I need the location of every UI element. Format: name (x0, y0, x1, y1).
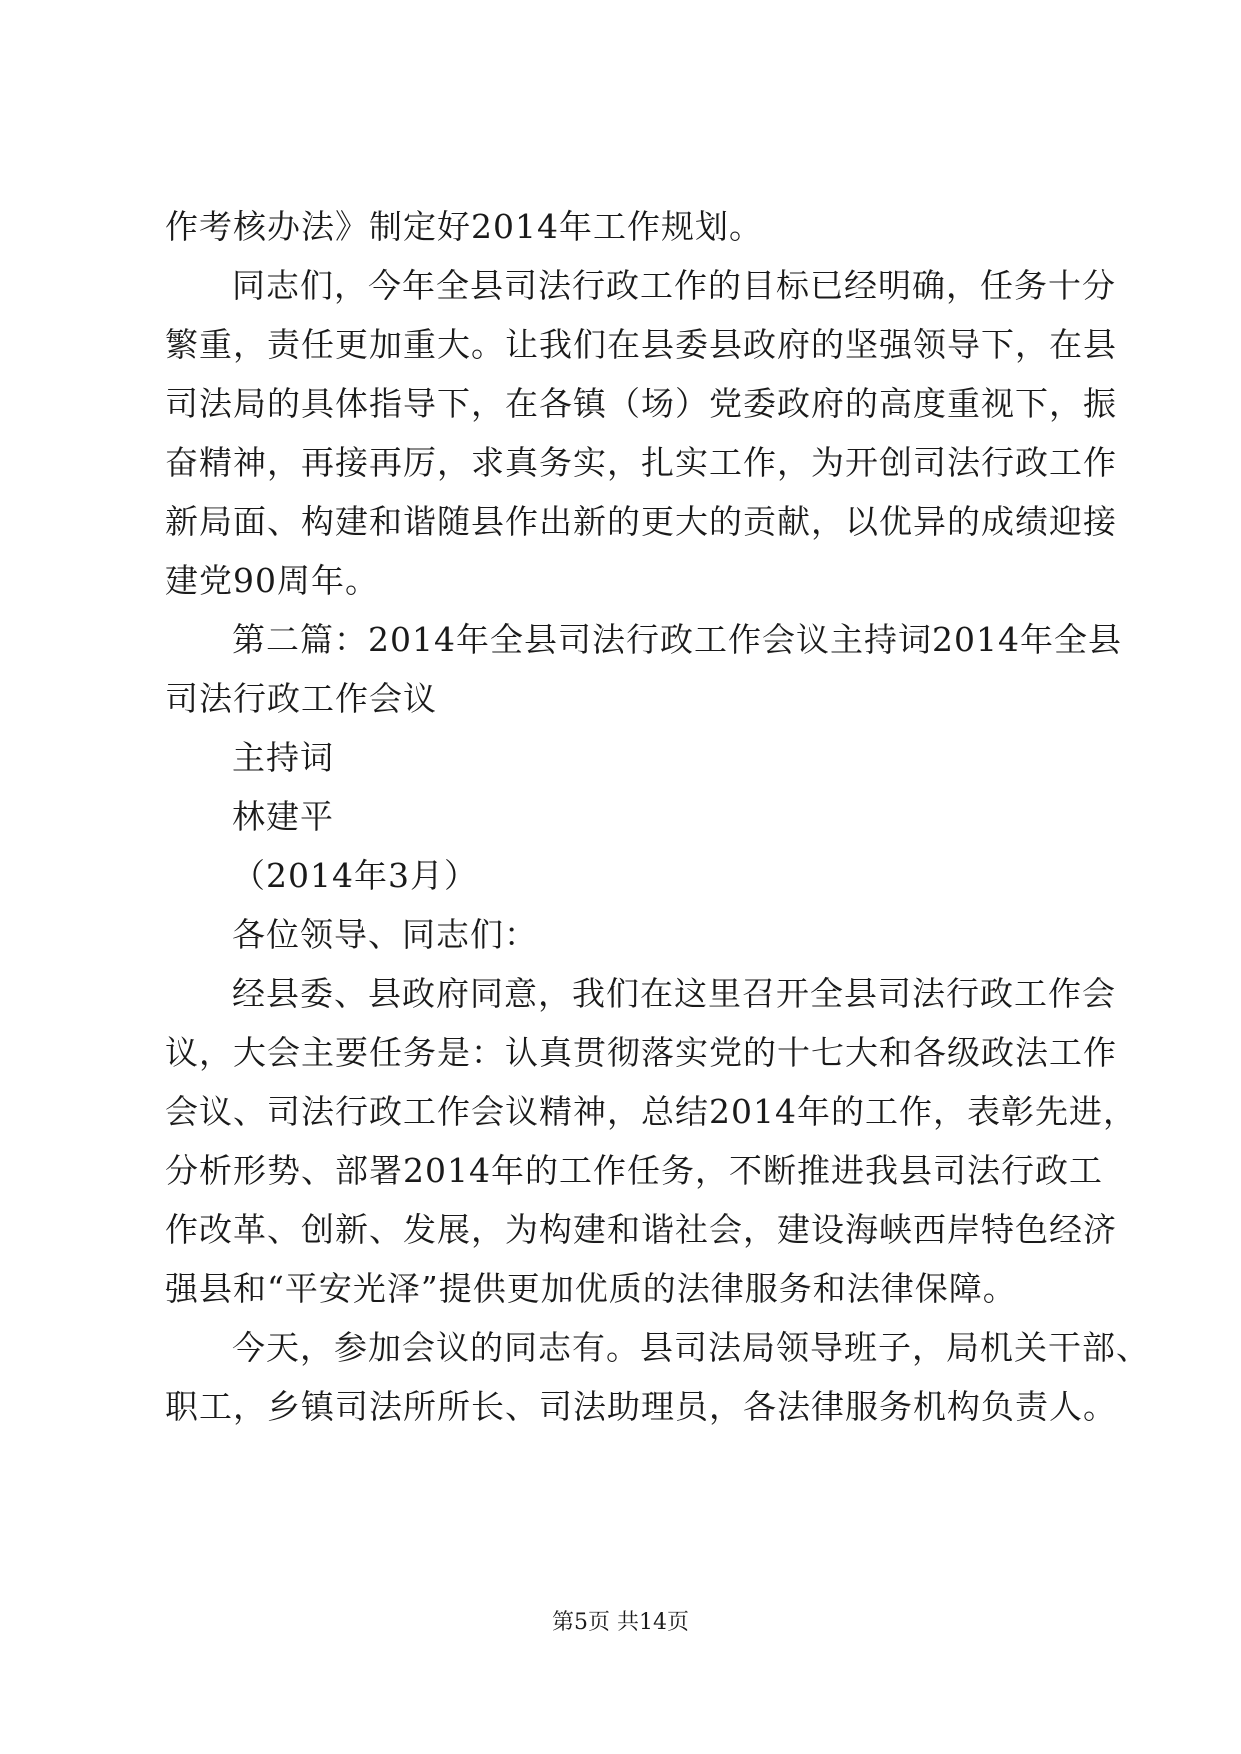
paragraph-start-line: 同志们，今年全县司法行政工作的目标已经明确，任务十分 (232, 266, 1116, 305)
section-heading-line: 司法行政工作会议 (165, 679, 437, 718)
text-line: 分析形势、部署2014年的工作任务，不断推进我县司法行政工 (165, 1151, 1103, 1190)
text-line: 作改革、创新、发展，为构建和谐社会，建设海峡西岸特色经济 (165, 1210, 1117, 1249)
text-line: 司法局的具体指导下，在各镇（场）党委政府的高度重视下，振 (165, 384, 1117, 423)
subtitle-line: 主持词 (232, 738, 334, 777)
page-footer: 第5页 共14页 (552, 1610, 689, 1635)
paragraph-start-line: 今天，参加会议的同志有。县司法局领导班子，局机关干部、 (232, 1328, 1150, 1367)
text-line: 职工，乡镇司法所所长、司法助理员，各法律服务机构负责人。 (165, 1387, 1117, 1426)
section-heading-line: 第二篇：2014年全县司法行政工作会议主持词2014年全县 (232, 620, 1122, 659)
date-line: （2014年3月） (232, 856, 478, 895)
text-line: 繁重，责任更加重大。让我们在县委县政府的坚强领导下，在县 (165, 325, 1117, 364)
text-line: 建党90周年。 (165, 561, 379, 600)
text-line: 新局面、构建和谐随县作出新的更大的贡献，以优异的成绩迎接 (165, 502, 1117, 541)
text-line: 奋精神，再接再厉，求真务实，扎实工作，为开创司法行政工作 (165, 443, 1117, 482)
text-line: 作考核办法》制定好2014年工作规划。 (165, 207, 763, 246)
author-line: 林建平 (232, 797, 334, 836)
text-line: 议，大会主要任务是：认真贯彻落实党的十七大和各级政法工作 (165, 1033, 1117, 1072)
text-line: 强县和“平安光泽”提供更加优质的法律服务和法律保障。 (165, 1269, 1017, 1308)
paragraph-start-line: 经县委、县政府同意，我们在这里召开全县司法行政工作会 (232, 974, 1116, 1013)
text-line: 会议、司法行政工作会议精神，总结2014年的工作，表彰先进， (165, 1092, 1137, 1131)
salutation-line: 各位领导、同志们： (232, 915, 538, 954)
